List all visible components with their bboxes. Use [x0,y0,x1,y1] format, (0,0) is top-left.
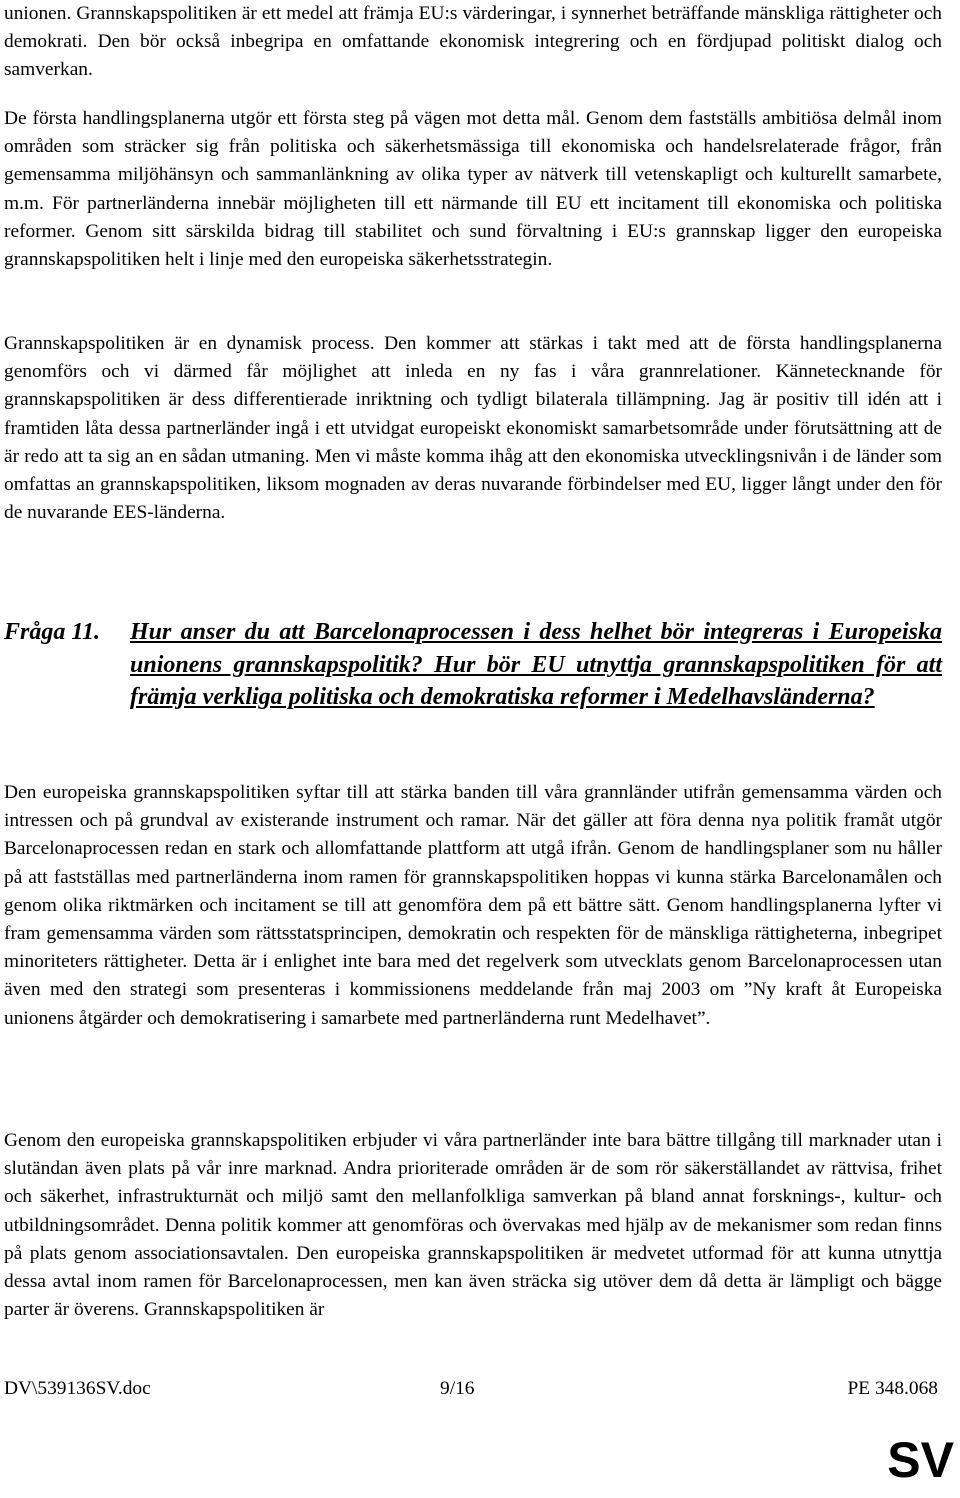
question-label: Fråga 11. [4,619,101,645]
page-footer [4,1375,942,1405]
footer-page-number: 9/16 [440,1378,475,1399]
paragraph-3: Grannskapspolitiken är en dynamisk process. Den kommer att stärkas i takt med att de första handlingsplanerna genomförs och vi därmed får möjlighet att inleda en ny fas i våra grannrelationer. Kännetecknande för grannskapspolitiken är dess differentierade inriktning och tydligt bilaterala tillämpning. Jag är positiv till idén att i framtiden låta dessa partnerländer ingå i ett utvidgat europeiskt ekonomiskt samarbetsområde under förutsättning att de är redo att ta sig an en sådan utmaning. Men vi måste komma ihåg att den ekonomiska utvecklingsnivån i de länder som omfattas an grannskapspolitiken, liksom mognaden av deras nuvarande förbindelser med EU, ligger långt under den för de nuvarande EES-länderna. [4,333,942,524]
paragraph-2: De första handlingsplanerna utgör ett första steg på vägen mot detta mål. Genom dem fastställs ambitiösa delmål inom områden som sträcker sig från politiska och säkerhetsmässiga till ekonomiska och handelsrelaterade frågor, från gemensamma miljöhänsyn och sammanlänkning av olika typer av nätverk till vetenskapligt och kulturellt samarbete, m.m. För partnerländerna innebär möjligheten till ett närmande till EU ett incitament till ekonomiska och politiska reformer. Genom sitt särskilda bidrag till stabilitet och sund förvaltning i EU:s grannskap ligger den europeiska grannskapspolitiken helt i linje med den europeiska säkerhetsstrategin. [4,108,942,271]
paragraph-5: Genom den europeiska grannskapspolitiken erbjuder vi våra partnerländer inte bara bättre tillgång till marknader utan i slutändan även plats på vår inre marknad. Andra prioriterade områden är de som rör säkerställandet av rättvisa, frihet och säkerhet, infrastrukturnät och miljö samt den mellanfolkliga samverkan på bland annat forsknings-, kultur- och utbildningsområdet. Denna politik kommer att genomföras och övervakas med hjälp av de mekanismer som redan finns på plats genom associationsavtalen. Den europeiska grannskapspolitiken är medvetet utformad för att kunna utnyttja dessa avtal inom ramen för Barcelonaprocessen, men kan även sträcka sig utöver dem då detta är lämpligt och bägge parter är överens. Grannskapspolitiken är [4,1130,942,1321]
footer-pe-ref: PE 348.068 [847,1378,938,1399]
language-code: SV [887,1432,954,1488]
question-block [4,616,942,714]
footer-doc-ref: DV\539136SV.doc [4,1378,151,1399]
paragraph-4: Den europeiska grannskapspolitiken syftar till att stärka banden till våra grannländer utifrån gemensamma värden och intressen och på grundval av existerande instrument och ramar. När det gäller att föra denna nya politik framåt utgör Barcelonaprocessen redan en stark och allomfattande plattform att utgå ifrån. Genom de handlingsplaner som nu håller på att fastställas med partnerländerna inom ramen för grannskapspolitiken hoppas vi kunna stärka Barcelonamålen och genom olika riktmärken och incitament se till att genomföra dem på ett bättre sätt. Genom handlingsplanerna lyfter vi fram gemensamma värden som rättsstatsprincipen, demokratin och respekten för de mänskliga rättigheterna, inbegripet minoriteters rättigheter. Detta är i enlighet inte bara med det regelverk som utvecklats genom Barcelonaprocessen utan även med den strategi som presenteras i kommissionens meddelande från maj 2003 om ”Ny kraft åt Europeiska unionens åtgärder och demokratisering i samarbete med partnerländerna runt Medelhavet”. [4,782,942,1029]
paragraph-1: unionen. Grannskapspolitiken är ett medel att främja EU:s värderingar, i synnerhet beträffande mänskliga rättigheter och demokrati. Den bör också inbegripa en omfattande ekonomisk integrering och en fördjupad politiskt dialog och samverkan. [4,3,942,81]
question-text: Hur anser du att Barcelonaprocessen i dess helhet bör integreras i Europeiska unionens grannskapspolitik? Hur bör EU utnyttja grannskapspolitiken för att främja verkliga politiska och demokratiska reformer i Medelhavsländerna? [130,619,942,710]
